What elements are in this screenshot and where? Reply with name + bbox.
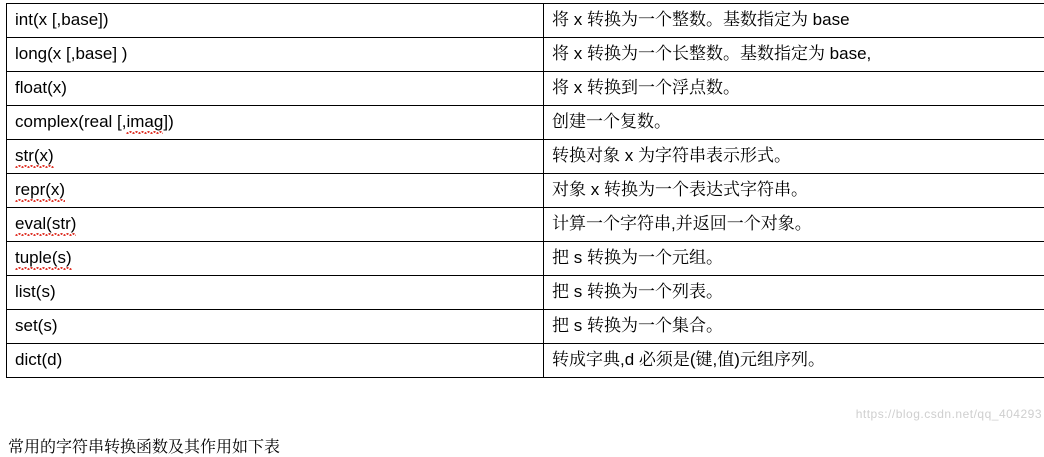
- description-cell: 将 x 转换为一个整数。基数指定为 base: [544, 4, 1044, 38]
- table-row: [7, 242, 1044, 276]
- function-cell: set(s): [7, 310, 544, 344]
- function-cell: int(x [,base]): [7, 4, 544, 38]
- table-row: [7, 4, 1044, 38]
- table-row: [7, 106, 1044, 140]
- table-row: [7, 72, 1044, 106]
- function-cell: dict(d): [7, 344, 544, 378]
- description-cell: 将 x 转换到一个浮点数。: [544, 72, 1044, 106]
- function-cell: [7, 242, 544, 276]
- spellcheck-underline: str(x): [15, 146, 54, 167]
- document-page: [0, 3, 1044, 449]
- table-body: [7, 4, 1044, 378]
- table-row: [7, 208, 1044, 242]
- description-cell: 对象 x 转换为一个表达式字符串。: [544, 174, 1044, 208]
- spellcheck-underline: imag: [126, 112, 163, 133]
- spellcheck-underline: eval(str): [15, 214, 76, 235]
- table-row: [7, 310, 1044, 344]
- spellcheck-underline: repr(x): [15, 180, 65, 201]
- footnote-text: 常用的字符串转换函数及其作用如下表: [8, 434, 280, 457]
- function-cell: [7, 174, 544, 208]
- table-row: [7, 140, 1044, 174]
- table-row: [7, 344, 1044, 378]
- description-cell: 把 s 转换为一个列表。: [544, 276, 1044, 310]
- description-cell: 创建一个复数。: [544, 106, 1044, 140]
- function-cell: complex(real [,imag]): [7, 106, 544, 140]
- function-cell: list(s): [7, 276, 544, 310]
- function-cell: [7, 208, 544, 242]
- conversion-functions-table: [6, 3, 1044, 378]
- watermark-text: https://blog.csdn.net/qq_404293: [856, 407, 1042, 421]
- description-cell: 把 s 转换为一个集合。: [544, 310, 1044, 344]
- table-row: [7, 276, 1044, 310]
- function-cell: [7, 140, 544, 174]
- function-cell: float(x): [7, 72, 544, 106]
- description-cell: 计算一个字符串,并返回一个对象。: [544, 208, 1044, 242]
- description-cell: 将 x 转换为一个长整数。基数指定为 base,: [544, 38, 1044, 72]
- table-row: [7, 38, 1044, 72]
- description-cell: 转换对象 x 为字符串表示形式。: [544, 140, 1044, 174]
- description-cell: 把 s 转换为一个元组。: [544, 242, 1044, 276]
- table-row: [7, 174, 1044, 208]
- description-cell: 转成字典,d 必须是(键,值)元组序列。: [544, 344, 1044, 378]
- spellcheck-underline: tuple(s): [15, 248, 72, 269]
- function-cell: long(x [,base] ): [7, 38, 544, 72]
